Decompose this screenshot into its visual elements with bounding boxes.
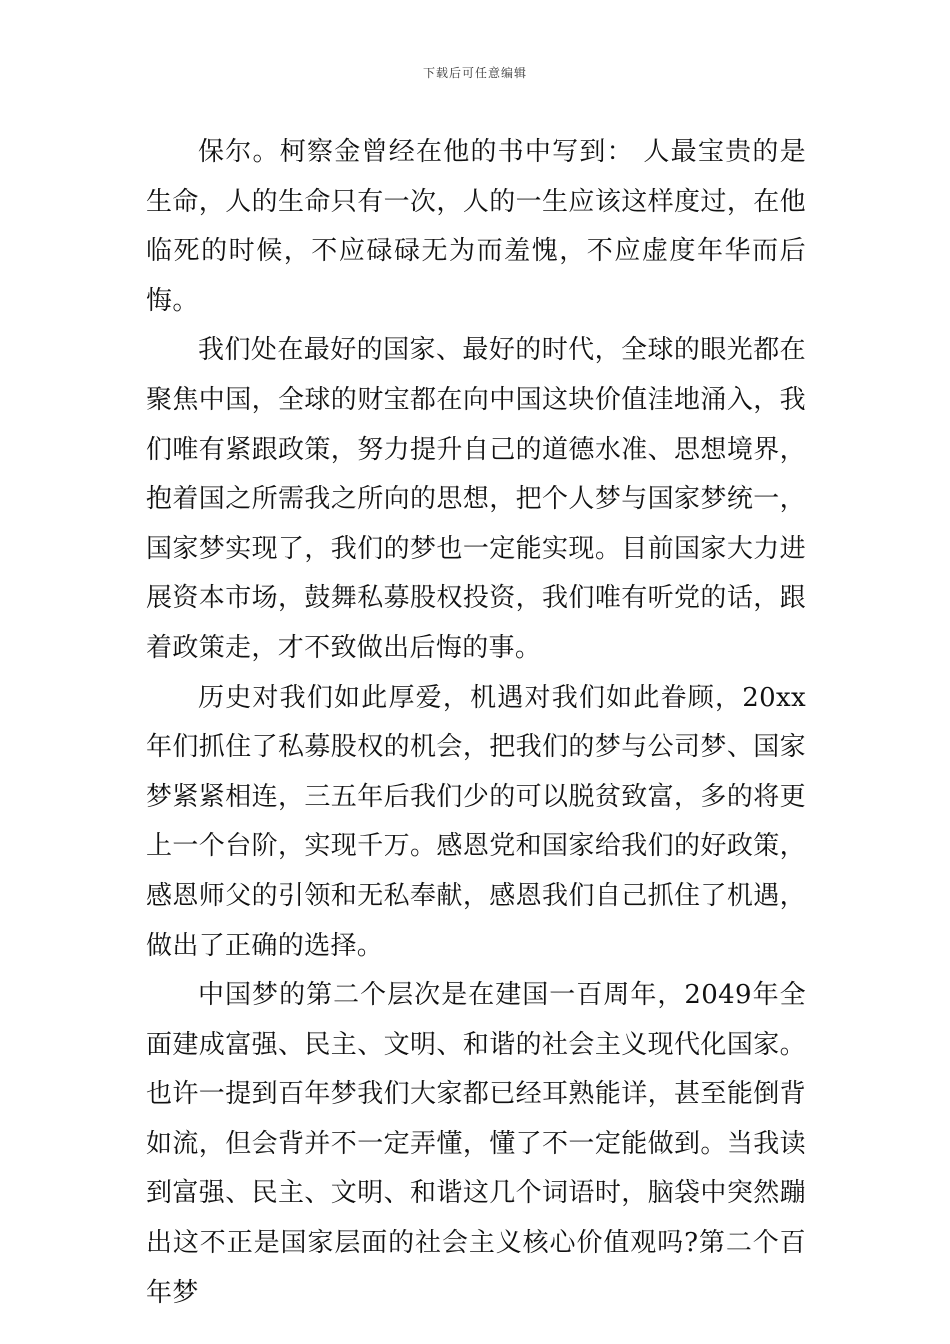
document-body bbox=[146, 128, 806, 1318]
paragraph: 保尔。柯察金曾经在他的书中写到： 人最宝贵的是生命，人的生命只有一次，人的一生应该这样度过，在他临死的时候，不应碌碌无为而羞愧，不应虚度年华而后悔。 bbox=[146, 137, 806, 316]
page-header: 下载后可任意编辑 bbox=[422, 66, 527, 80]
paragraph: 中国梦的第二个层次是在建国一百周年，2049年全面建成富强、民主、文明、和谐的社会主义现代化国家。也许一提到百年梦我们大家都已经耳熟能详，甚至能倒背如流，但会背并不一定弄懂，懂了不一定能做到。当我读到富强、民主、文明、和谐这几个词语时，脑袋中突然蹦出这不正是国家层面的社会主义核心价值观吗?第二个百年梦 bbox=[146, 980, 806, 1308]
paragraph: 历史对我们如此厚爱，机遇对我们如此眷顾，20xx年们抓住了私募股权的机会，把我们的梦与公司梦、国家梦紧紧相连，三五年后我们少的可以脱贫致富，多的将更上一个台阶，实现千万。感恩党和国家给我们的好政策，感恩师父的引领和无私奉献，感恩我们自己抓住了机遇，做出了正确的选择。 bbox=[146, 682, 806, 961]
paragraph: 我们处在最好的国家、最好的时代，全球的眼光都在聚焦中国，全球的财宝都在向中国这块价值洼地涌入，我们唯有紧跟政策，努力提升自己的道德水准、思想境界，抱着国之所需我之所向的思想，把个人梦与国家梦统一，国家梦实现了，我们的梦也一定能实现。目前国家大力进展资本市场，鼓舞私募股权投资，我们唯有听党的话，跟着政策走，才不致做出后悔的事。 bbox=[146, 335, 806, 663]
